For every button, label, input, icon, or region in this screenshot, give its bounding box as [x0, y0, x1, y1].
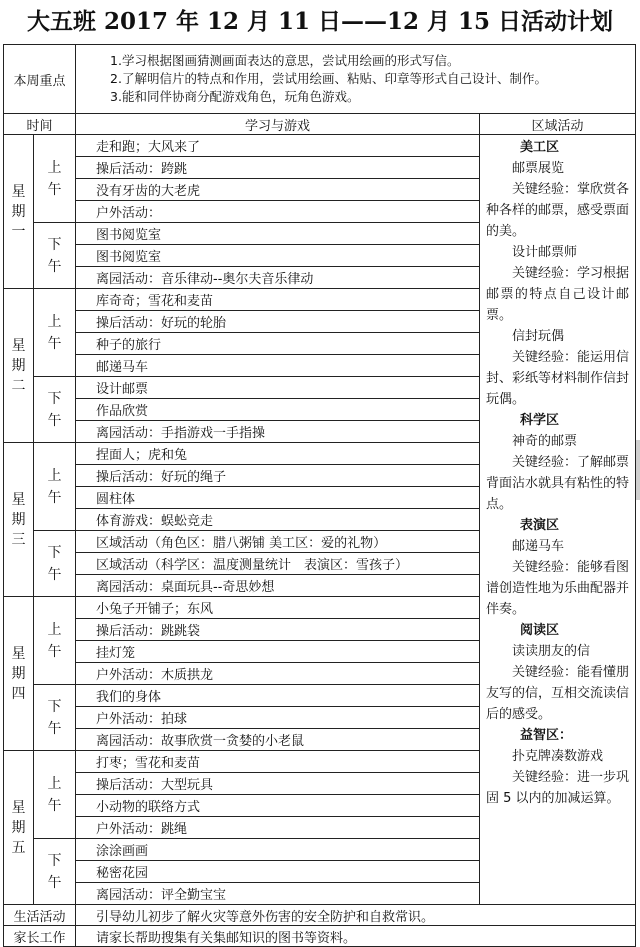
half-char: 下	[47, 544, 62, 561]
activity-cell: 打枣；雪花和麦苗	[76, 751, 480, 773]
area-item-title: 扑克牌凑数游戏	[512, 749, 604, 764]
half-label-pm	[34, 531, 76, 597]
half-char: 午	[47, 335, 62, 352]
day-char: 期	[11, 819, 26, 836]
half-char: 上	[47, 313, 62, 330]
activity-cell: 离园活动：评全勤宝宝	[76, 883, 480, 905]
half-label-pm	[34, 377, 76, 443]
activity-cell: 户外活动：拍球	[76, 707, 480, 729]
area-item-text: 关键经验：了解邮票背面沾水就具有粘性的特点。	[486, 455, 630, 512]
day-label	[4, 289, 34, 443]
half-label-am	[34, 135, 76, 223]
activity-cell: 小动物的联络方式	[76, 795, 480, 817]
focus-row	[4, 45, 636, 114]
focus-line: 1.学习根据图画猜测画面表达的意思，尝试用绘画的形式写信。	[110, 53, 460, 68]
activity-cell: 离园活动：手指游戏一手指操	[76, 421, 480, 443]
day-char: 星	[11, 799, 26, 816]
area-item-title: 信封玩偶	[512, 329, 565, 344]
half-char: 上	[47, 159, 62, 176]
table-row	[4, 135, 636, 157]
activity-cell: 秘密花园	[76, 861, 480, 883]
day-char: 三	[11, 531, 26, 548]
half-label-am	[34, 443, 76, 531]
activity-cell: 户外活动：跳绳	[76, 817, 480, 839]
half-label-pm	[34, 839, 76, 905]
area-item-title: 邮票展览	[512, 161, 565, 176]
area-section-title: 美工区	[520, 140, 560, 155]
area-item-title: 设计邮票师	[512, 245, 578, 260]
header-learning: 学习与游戏	[76, 114, 480, 135]
day-char: 二	[11, 377, 26, 394]
half-char: 午	[47, 874, 62, 891]
area-section-title: 表演区	[520, 518, 560, 533]
activity-cell: 操后活动：跳跳袋	[76, 619, 480, 641]
half-char: 上	[47, 775, 62, 792]
scrollbar[interactable]	[636, 440, 640, 500]
activity-cell: 作品欣赏	[76, 399, 480, 421]
activity-cell: 邮递马车	[76, 355, 480, 377]
half-label-pm	[34, 685, 76, 751]
area-item-text: 关键经验：能看懂朋友写的信，互相交流读信后的感受。	[486, 665, 630, 722]
header-time: 时间	[4, 114, 76, 135]
activity-cell: 种子的旅行	[76, 333, 480, 355]
footer-text: 请家长帮助搜集有关集邮知识的图书等资料。	[76, 926, 636, 947]
half-char: 午	[47, 566, 62, 583]
activity-cell: 图书阅览室	[76, 245, 480, 267]
footer-text: 引导幼儿初步了解火灾等意外伤害的安全防护和自救常识。	[76, 905, 636, 926]
activity-cell: 操后活动：跨跳	[76, 157, 480, 179]
focus-line: 2.了解明信片的特点和作用，尝试用绘画、粘贴、印章等形式自己设计、制作。	[110, 71, 547, 86]
activity-cell: 没有牙齿的大老虎	[76, 179, 480, 201]
day-char: 一	[11, 223, 26, 240]
half-char: 午	[47, 720, 62, 737]
day-char: 星	[11, 491, 26, 508]
activity-cell: 离园活动：桌面玩具--奇思妙想	[76, 575, 480, 597]
area-section-title: 阅读区	[520, 623, 560, 638]
area-item-text: 关键经验：掌欣赏各种各样的邮票，感受票面的美。	[486, 182, 630, 239]
header-area: 区域活动	[480, 114, 636, 135]
area-item-title: 邮递马车	[512, 539, 565, 554]
half-char: 午	[47, 258, 62, 275]
day-char: 四	[11, 685, 26, 702]
half-char: 午	[47, 489, 62, 506]
activity-cell: 捏面人；虎和兔	[76, 443, 480, 465]
day-label	[4, 135, 34, 289]
half-label-am	[34, 751, 76, 839]
area-item-text: 关键经验：学习根据邮票的特点自己设计邮票。	[486, 266, 630, 323]
activity-cell: 操后活动：好玩的绳子	[76, 465, 480, 487]
area-item-text: 关键经验：进一步巩固 5 以内的加减运算。	[486, 770, 630, 806]
area-item-title: 读读朋友的信	[512, 644, 591, 659]
activity-cell: 图书阅览室	[76, 223, 480, 245]
page-title: 大五班 2017 年 12 月 11 日——12 月 15 日活动计划	[26, 8, 614, 35]
activity-cell: 户外活动：木质拱龙	[76, 663, 480, 685]
day-char: 期	[11, 357, 26, 374]
activity-cell: 挂灯笼	[76, 641, 480, 663]
day-label	[4, 443, 34, 597]
half-char: 午	[47, 643, 62, 660]
day-char: 期	[11, 665, 26, 682]
header-row	[4, 114, 636, 135]
half-char: 上	[47, 621, 62, 638]
day-label	[4, 751, 34, 905]
half-char: 午	[47, 412, 62, 429]
half-label-am	[34, 597, 76, 685]
activity-cell: 圆柱体	[76, 487, 480, 509]
day-char: 星	[11, 645, 26, 662]
day-char: 五	[11, 839, 26, 856]
day-label	[4, 597, 34, 751]
activity-cell: 涂涂画画	[76, 839, 480, 861]
activity-cell: 操后活动：好玩的轮胎	[76, 311, 480, 333]
focus-label: 本周重点	[4, 45, 76, 114]
half-label-pm	[34, 223, 76, 289]
half-char: 上	[47, 467, 62, 484]
half-char: 下	[47, 390, 62, 407]
day-char: 期	[11, 511, 26, 528]
day-char: 期	[11, 203, 26, 220]
area-item-text: 关键经验：能运用信封、彩纸等材料制作信封玩偶。	[486, 350, 630, 407]
focus-content	[76, 45, 636, 114]
area-activities	[480, 135, 636, 905]
half-char: 下	[47, 852, 62, 869]
activity-cell: 离园活动：音乐律动--奥尔夫音乐律动	[76, 267, 480, 289]
day-char: 星	[11, 183, 26, 200]
half-char: 下	[47, 236, 62, 253]
footer-label: 家长工作	[4, 926, 76, 947]
activity-cell: 库奇奇；雪花和麦苗	[76, 289, 480, 311]
footer-row	[4, 926, 636, 947]
area-section-title: 益智区：	[520, 728, 573, 743]
activity-cell: 离园活动：故事欣赏一贪婪的小老鼠	[76, 729, 480, 751]
activity-cell: 区域活动（科学区：温度测量统计 表演区：雪孩子）	[76, 553, 480, 575]
activity-cell: 操后活动：大型玩具	[76, 773, 480, 795]
activity-cell: 区域活动（角色区：腊八粥铺 美工区：爱的礼物）	[76, 531, 480, 553]
half-label-am	[34, 289, 76, 377]
area-item-title: 神奇的邮票	[512, 434, 578, 449]
plan-table	[3, 44, 636, 947]
area-section-title: 科学区	[520, 413, 560, 428]
activity-cell: 我们的身体	[76, 685, 480, 707]
day-char: 星	[11, 337, 26, 354]
area-item-text: 关键经验：能够看图谱创造性地为乐曲配器并伴奏。	[486, 560, 630, 617]
focus-line: 3.能和同伴协商分配游戏角色，玩角色游戏。	[110, 89, 360, 104]
footer-row	[4, 905, 636, 926]
activity-cell: 走和跑；大风来了	[76, 135, 480, 157]
activity-cell: 小兔子开铺子；东风	[76, 597, 480, 619]
half-char: 下	[47, 698, 62, 715]
activity-cell: 户外活动：	[76, 201, 480, 223]
activity-cell: 设计邮票	[76, 377, 480, 399]
half-char: 午	[47, 797, 62, 814]
footer-label: 生活活动	[4, 905, 76, 926]
activity-cell: 体育游戏：蜈蚣竞走	[76, 509, 480, 531]
half-char: 午	[47, 181, 62, 198]
